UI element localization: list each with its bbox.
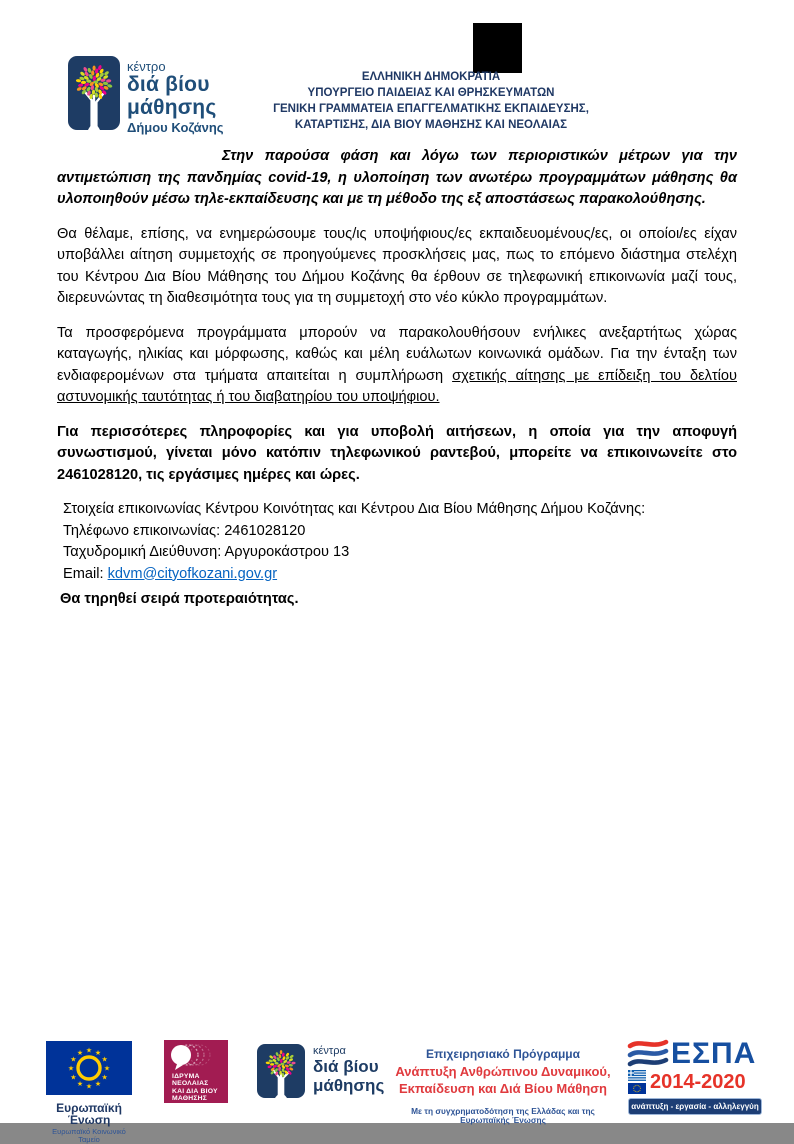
paragraph-previous-applicants: Θα θέλαμε, επίσης, να ενημερώσουμε τους/ις υποψήφιους/ες εκπαιδευομένους/ες, οι οποίοι/ες είχαν υποβάλλει αίτηση συμμετοχής σε προηγούμενες προσκλήσεις μας, πως το επόμενο διάστημα στελέχη του Κέντρου Δια Βίου Μάθησης του Δήμου Κοζάνης θα έρθουν σε τηλεφωνική επικοινωνία μαζί τους, διερευνώντας τη διαθεσιμότητα τους για τη συμμετοχή στο νέο κύκλο προγραμμάτων. [57,225,737,306]
svg-text:★: ★ [637,1085,640,1088]
contact-phone: Τηλέφωνο επικοινωνίας: 2461028120 [63,522,306,539]
contact-block [57,499,737,585]
contact-email-row [63,564,737,586]
kdbm-footer-logo [257,1044,384,1098]
svg-text:★: ★ [633,1086,635,1089]
program-line-2: Ανάπτυξη Ανθρώπινου Δυναμικού, [395,1064,611,1079]
espa-word: ΕΣΠΑ [671,1037,757,1070]
ministry-line-3: ΓΕΝΙΚΗ ΓΡΑΜΜΑΤΕΙΑ ΕΠΑΓΓΕΛΜΑΤΙΚΗΣ ΕΚΠΑΙΔΕΥΣΗΣ, [273,103,589,115]
ministry-line-1: ΕΛΛΗΝΙΚΗ ΔΗΜΟΚΡΑΤΙΑ [361,71,501,83]
kdbm-line-1: κέντρα [313,1045,346,1057]
svg-text:★: ★ [85,1047,93,1055]
email-label: Email: [63,565,108,582]
operational-program-block [388,1046,618,1125]
inedivim-line-2: ΝΕΟΛΑΙΑΣ [172,1080,209,1088]
svg-text:★: ★ [637,1091,640,1094]
ministry-line-4: ΚΑΤΑΡΤΙΣΗΣ, ΔΙΑ ΒΙΟΥ ΜΑΘΗΣΗΣ ΚΑΙ ΝΕΟΛΑΙΑΣ [294,119,568,131]
eu-flag-block [44,1041,134,1144]
paragraph-eligibility-text: Τα προσφερόμενα προγράμματα μπορούν να παρακολουθήσουν ενήλικες ανεξαρτήτως χώρας καταγωγής, ηλικίας και μόρφωσης, καθώς και μέλη ευάλωτων κοινωνικά ομάδων. Για την ένταξη των ενδιαφερομένων στα τμήματα απαιτείται η συμπλήρωση [57,324,737,384]
espa-slogan-bar: ανάπτυξη - εργασία - αλληλεγγύη [628,1098,762,1115]
espa-years: 2014-2020 [650,1071,746,1093]
svg-text:★: ★ [94,1081,102,1089]
svg-text:★: ★ [639,1088,642,1091]
svg-text:★: ★ [633,1089,635,1092]
paragraph-covid-notice: Στην παρούσα φάση και λόγω των περιοριστικών μέτρων για την αντιμετώπιση της πανδημίας covid-19, η υλοποίηση των ανωτέρω προγραμμάτων μάθησης θα υλοποιηθούν μέσω τηλε-εκπαίδευσης και με τη μέθοδο της εξ αποστάσεως παρακολούθησης. [57,148,737,207]
svg-text:★: ★ [85,1083,93,1091]
email-link[interactable]: kdvm@cityofkozani.gov.gr [107,565,278,582]
logo-line-1: κέντρο [127,59,166,74]
logo-line-4: Δήμου Κοζάνης [127,120,224,135]
paragraph-eligibility-underlined: σχετικής αίτησης με επίδειξη του δελτίου αστυνομικής ταυτότητας ή του διαβατηρίου του υποψήφιου. [57,367,737,405]
svg-text:★: ★ [76,1049,84,1057]
svg-text:★: ★ [101,1056,108,1064]
espa-logo [628,1038,762,1115]
program-cofunding-note: Με τη συγχρηματοδότηση της Ελλάδας και της Ευρωπαϊκής Ένωσης [411,1106,595,1125]
contact-address: Ταχυδρομική Διεύθυνση: Αργυροκάστρου 13 [63,544,350,560]
kozani-kdbm-logo [68,56,224,134]
svg-text:★: ★ [70,1056,77,1064]
document-body [57,146,737,611]
logo-line-2: διά βίου [127,73,210,96]
program-line-3: Εκπαίδευση και Διά Βίου Μάθηση [398,1081,608,1096]
inedivim-line-4: ΜΑΘΗΣΗΣ [172,1095,208,1103]
svg-text:★: ★ [632,1088,635,1091]
tree-logo-icon [68,56,120,130]
svg-text:★: ★ [67,1065,75,1073]
tree-logo-icon [257,1044,305,1098]
eu-subcaption: Ευρωπαϊκό Κοινωνικό Ταμείο [52,1127,126,1144]
ministry-header [255,69,607,133]
svg-text:★: ★ [636,1091,638,1094]
svg-text:★: ★ [639,1089,641,1092]
inedivim-line-3: ΚΑΙ ΔΙΑ ΒΙΟΥ [172,1087,218,1095]
espa-waves-icon [628,1038,668,1070]
svg-text:★: ★ [634,1085,637,1088]
contact-heading: Στοιχεία επικοινωνίας Κέντρου Κοινότητας και Κέντρου Δια Βίου Μάθησης Δήμου Κοζάνης: [63,501,646,517]
svg-text:★: ★ [634,1091,637,1094]
black-redaction-box [473,23,522,73]
ministry-line-2: ΥΠΟΥΡΓΕΙΟ ΠΑΙΔΕΙΑΣ ΚΑΙ ΘΡΗΣΚΕΥΜΑΤΩΝ [307,87,555,99]
svg-text:★: ★ [103,1065,111,1073]
svg-text:★: ★ [639,1086,641,1089]
eu-caption: Ευρωπαϊκή Ένωση [56,1101,122,1127]
svg-text:★: ★ [70,1074,77,1082]
paragraph-eligibility [57,323,737,409]
kdbm-line-3: μάθησης [313,1076,385,1095]
kdbm-line-2: διά βίου [313,1057,379,1076]
inedivim-text [172,1073,218,1103]
svg-text:★: ★ [94,1049,102,1057]
svg-text:★: ★ [636,1084,638,1087]
svg-text:★: ★ [76,1081,84,1089]
eu-mini-flag-icon [628,1083,646,1094]
svg-text:★: ★ [101,1074,108,1082]
priority-note: Θα τηρηθεί σειρά προτεραιότητας. [60,591,299,607]
inedivim-line-1: ΙΔΡΥΜΑ [172,1073,200,1080]
program-line-1: Επιχειρησιακό Πρόγραμμα [425,1047,581,1061]
eu-flag-icon [46,1041,132,1095]
inedivim-logo [164,1040,228,1103]
paragraph-appointment-info: Για περισσότερες πληροφορίες και για υποβολή αιτήσεων, η οποία για την αποφυγή συνωστισμού, γίνεται μόνο κατόπιν τηλεφωνικού ραντεβού, μπορείτε να επικοινωνείτε στο 2461028120, τις εργάσιμες ημέρες και ώρες. [57,423,737,483]
greek-flag-icon [628,1070,646,1081]
logo-line-3: μάθησης [127,96,217,119]
